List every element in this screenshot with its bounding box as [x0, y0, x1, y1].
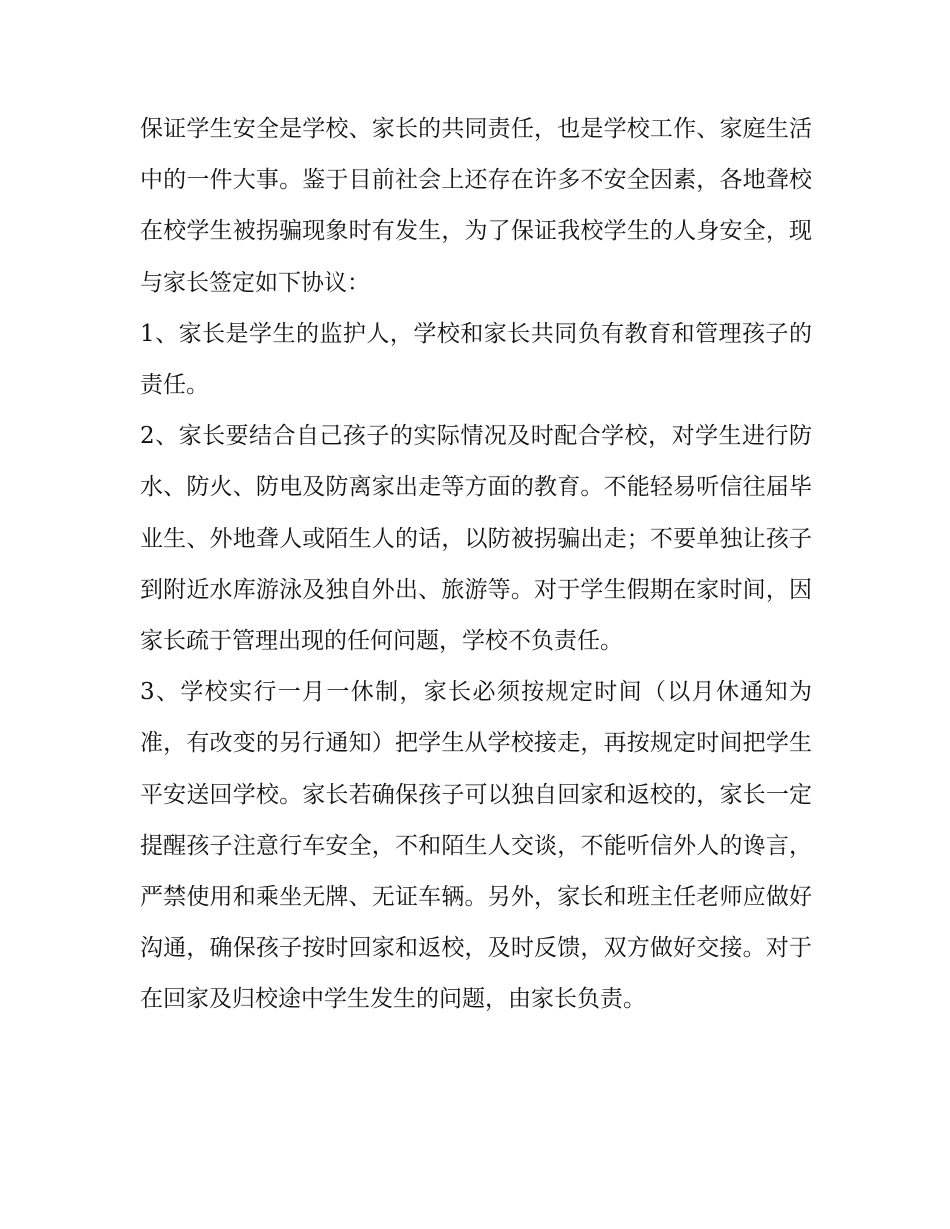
clause-1-paragraph: 1、家长是学生的监护人，学校和家长共同负有教育和管理孩子的责任。	[140, 320, 812, 399]
intro-paragraph: 保证学生安全是学校、家长的共同责任，也是学校工作、家庭生活中的一件大事。鉴于目前社会上还存在许多不安全因素，各地聋校在校学生被拐骗现象时有发生，为了保证我校学生的人身安全，现与家长签定如下协议：	[140, 116, 812, 296]
document-body	[140, 104, 812, 1026]
clause-2-paragraph: 2、家长要结合自己孩子的实际情况及时配合学校，对学生进行防水、防火、防电及防离家出走等方面的教育。不能轻易听信往届毕业生、外地聋人或陌生人的话，以防被拐骗出走；不要单独让孩子到附近水库游泳及独自外出、旅游等。对于学生假期在家时间，因家长疏于管理出现的任何问题，学校不负责任。	[140, 423, 812, 655]
clause-3-paragraph: 3、学校实行一月一休制，家长必须按规定时间（以月休通知为准，有改变的另行通知）把学生从学校接走，再按规定时间把学生平安送回学校。家长若确保孩子可以独自回家和返校的，家长一定提醒孩子注意行车安全，不和陌生人交谈，不能听信外人的谗言，严禁使用和乘坐无牌、无证车辆。另外，家长和班主任老师应做好沟通，确保孩子按时回家和返校，及时反馈，双方做好交接。对于在回家及归校途中学生发生的问题，由家长负责。	[140, 679, 812, 1013]
